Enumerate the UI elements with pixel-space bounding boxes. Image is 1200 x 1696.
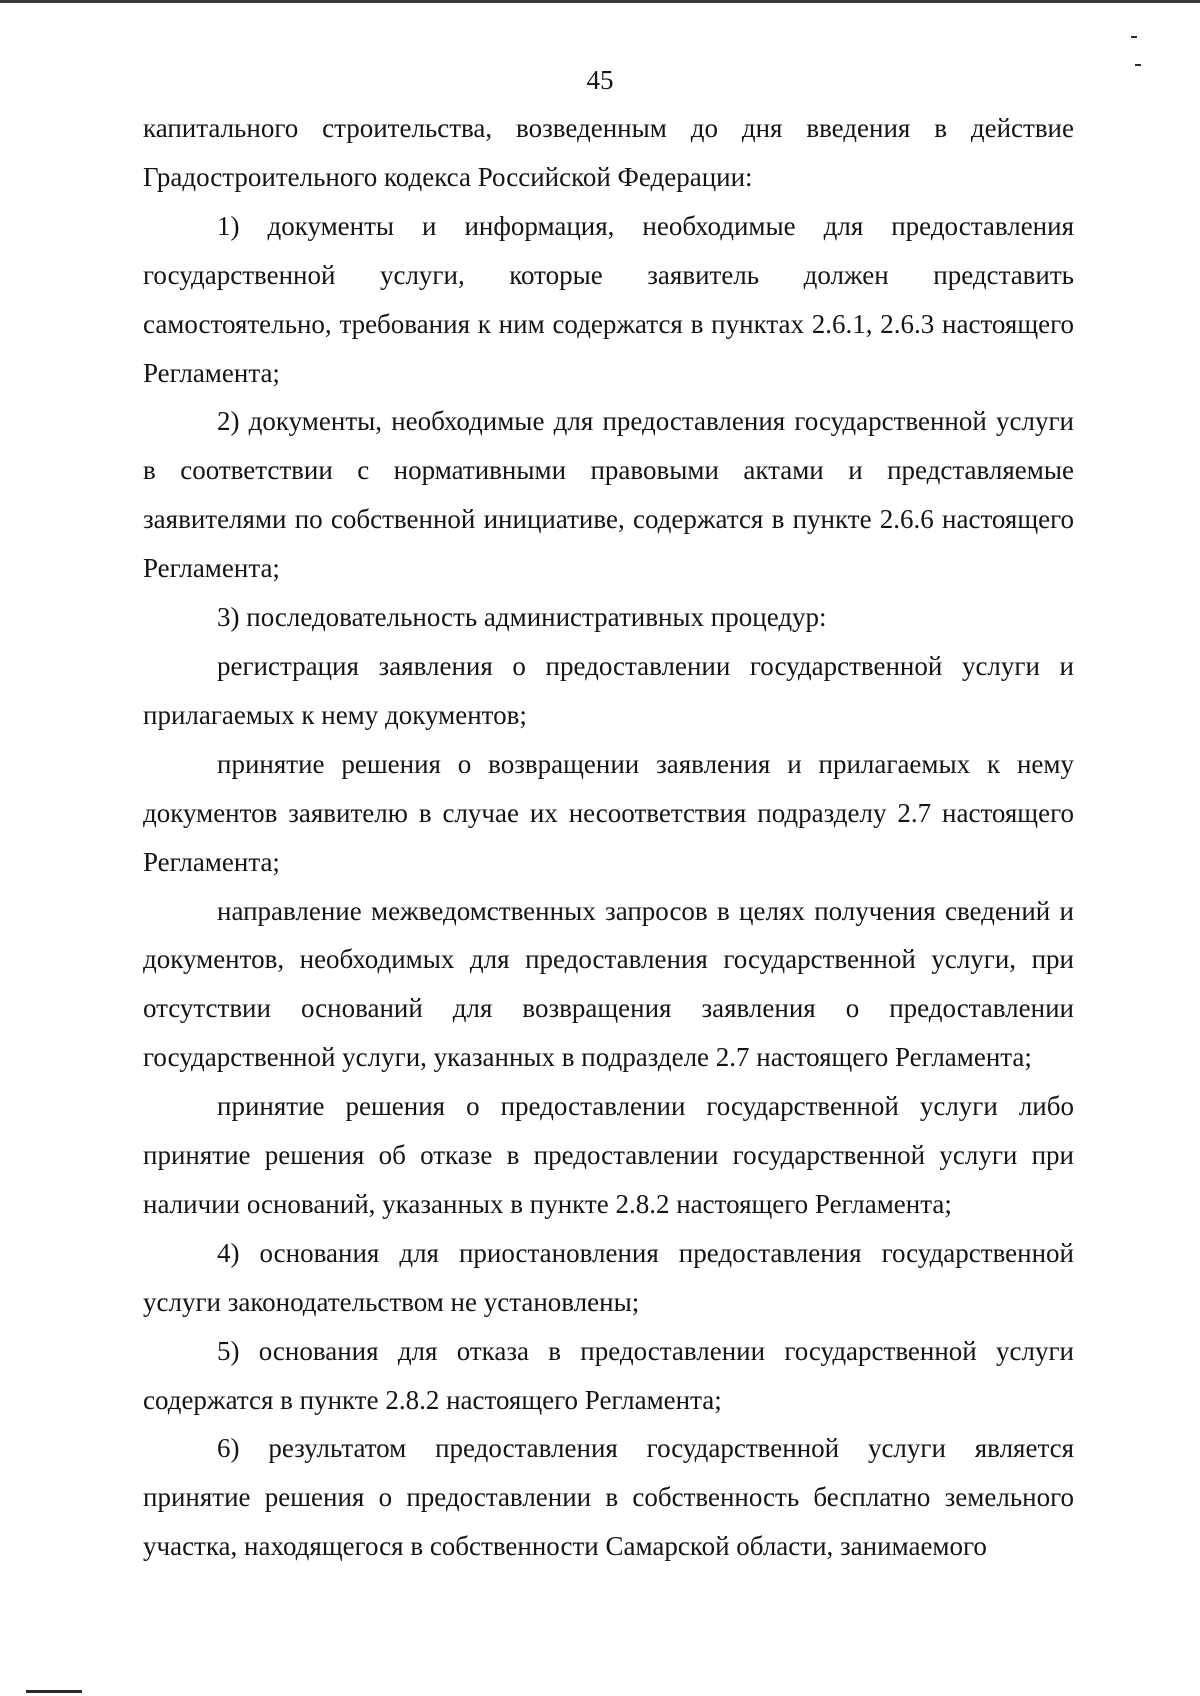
paragraph: 5) основания для отказа в предоставлении государственной услуги содержатся в пункте 2.8.2 настоящего Регламента; [143,1335,1074,1415]
paragraph: капитального строительства, возведенным до дня введения в действие Градостроительного кодекса Российской Федерации: [143,113,1074,192]
scan-mark [1131,36,1137,38]
paragraph: 1) документы и информация, необходимые для предоставления государственной услуги, которые заявитель должен представить самостоятельно, требования к ним содержатся в пунктах 2.6.1, 2.6.3 настоящего Регламента; [143,210,1074,388]
paragraph: принятие решения о предоставлении государственной услуги либо принятие решения об отказе в предоставлении государственной услуги при наличии оснований, указанных в пункте 2.8.2 настоящего Регламента; [143,1091,1074,1219]
paragraph: направление межведомственных запросов в целях получения сведений и документов, необходимых для предоставления государственной услуги, при отсутствии оснований для возвращения заявления о предоставлении государственной услуги, указанных в подразделе 2.7 настоящего Регламента; [143,895,1074,1073]
top-border-line [0,0,1200,3]
paragraph: 2) документы, необходимые для предоставления государственной услуги в соответствии с нормативными правовыми актами и представляемые заявителями по собственной инициативе, содержатся в пункте 2.6.6 настоящего Регламента; [143,406,1074,584]
page-number: 45 [586,65,614,95]
document-body [143,104,1074,1571]
footnote-rule [26,1690,82,1693]
paragraph: регистрация заявления о предоставлении государственной услуги и прилагаемых к нему документов; [143,650,1074,730]
paragraph: принятие решения о возвращении заявления и прилагаемых к нему документов заявителю в случае их несоответствия подразделу 2.7 настоящего Регламента; [143,748,1074,877]
paragraph: 4) основания для приостановления предоставления государственной услуги законодательством не установлены; [143,1237,1074,1317]
paragraph: 6) результатом предоставления государственной услуги является принятие решения о предоставлении в собственность бесплатно земельного участка, находящегося в собственности Самарской области, занимаемого [143,1433,1074,1562]
paragraph: 3) последовательность административных процедур: [217,602,827,633]
